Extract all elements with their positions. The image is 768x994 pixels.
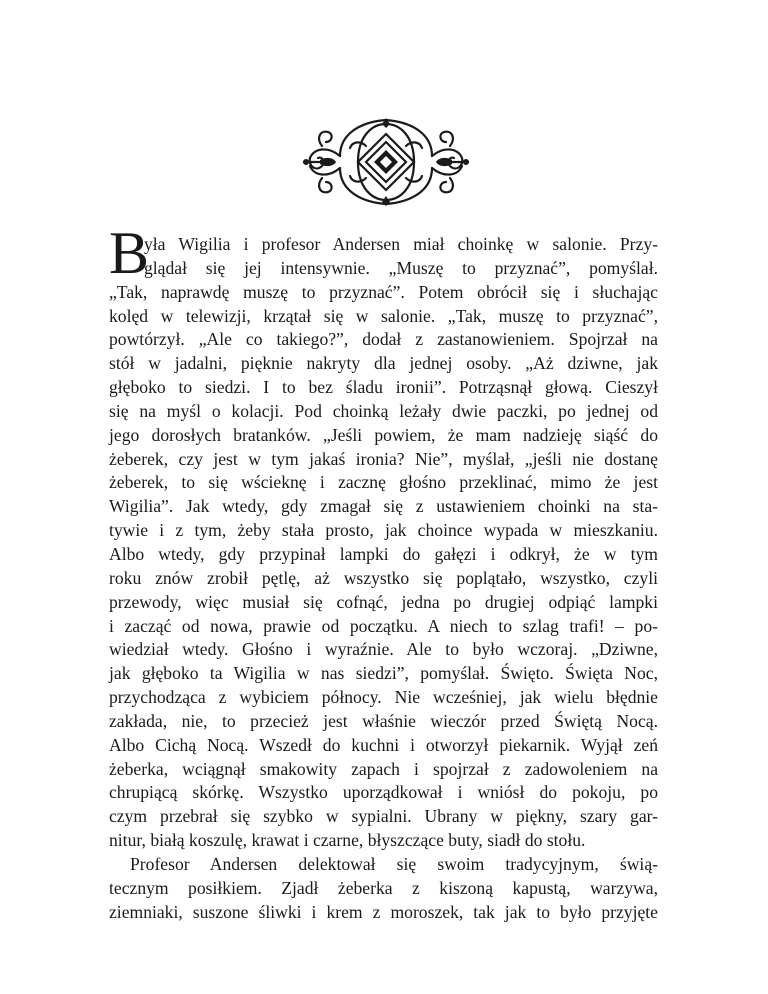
floral-ornament-icon: [300, 116, 472, 208]
text-line: przychodząca z wybiciem północy. Nie wcześniej, jak wielu błędnie: [109, 687, 658, 708]
text-line: roku znów zrobił pętlę, aż wszystko się poplątało, wszystko, czyli: [109, 567, 658, 588]
text-line: ziemniaki, suszone śliwki i krem z moroszek, tak jak to było przyjęte: [109, 901, 658, 922]
text-line: wiedział wtedy. Głośno i wyraźnie. Ale to było wczoraj. „Dziwne,: [109, 639, 658, 660]
text-line: czym przebrał się szybko w sypialni. Ubrany w piękny, szary gar-: [109, 806, 658, 827]
text-line: głęboko to siedzi. I to bez śladu ironii”. Potrząsnął głową. Cieszył: [109, 377, 658, 398]
text-line: zakłada, nie, to przecież jest właśnie wieczór przed Świętą Nocą.: [109, 710, 658, 731]
text-line: glądał się jej intensywnie. „Muszę to przyznać”, pomyślał.: [144, 257, 658, 278]
text-line: jak głęboko ta Wigilia w nas siedzi”, pomyślał. Święto. Święta Noc,: [109, 663, 658, 684]
text-line: yła Wigilia i profesor Andersen miał choinkę w salonie. Przy-: [144, 234, 658, 254]
text-line: Profesor Andersen delektował się swoim tradycyjnym, świą-: [130, 853, 658, 874]
text-line: kolęd w telewizji, krzątał się w salonie. „Tak, muszę to przyznać”,: [109, 305, 658, 326]
text-line: Albo wtedy, gdy przypinał lampki do gałęzi i odkrył, że w tym: [109, 543, 658, 564]
text-line: żeberek, czy jest w tym jakaś ironia? Nie”, myślał, „jeśli nie dostanę: [109, 448, 658, 469]
drop-cap-lines: [109, 233, 658, 281]
text-line: Wigilia”. Jak wtedy, gdy zmagał się z ustawieniem choinki na sta-: [109, 496, 658, 517]
body-text: [109, 233, 658, 924]
text-line: „Tak, naprawdę muszę to przyznać”. Potem obrócił się i słuchając: [109, 281, 658, 302]
text-line: się na myśl o kolacji. Pod choinką leżały dwie paczki, po jednej od: [109, 400, 658, 421]
text-line: przewody, więc musiał się cofnąć, jedna po drugiej odpiąć lampki: [109, 591, 658, 612]
text-line: żeberka, wciągnął smakowity zapach i spojrzał z zadowoleniem na: [109, 758, 658, 779]
text-line: żeberek, to się wścieknę i zacznę głośno przeklinać, mimo że jest: [109, 472, 658, 493]
text-line: i zacząć od nowa, prawie od początku. A niech to szlag trafi! – po-: [109, 615, 658, 636]
text-line: chrupiącą skórkę. Wszystko uporządkował i wniósł do pokoju, po: [109, 782, 658, 803]
text-line: jego dorosłych bratanków. „Jeśli powiem, że mam nadzieję siąść do: [109, 424, 658, 445]
text-line: powtórzył. „Ale co takiego?”, dodał z zastanowieniem. Spojrzał na: [109, 329, 658, 350]
text-line: Albo Cichą Nocą. Wszedł do kuchni i otworzył piekarnik. Wyjął zeń: [109, 734, 658, 755]
text-line: nitur, białą koszulę, krawat i czarne, błyszczące buty, siadł do stołu.: [109, 830, 586, 851]
text-line: tecznym posiłkiem. Zjadł żeberka z kiszoną kapustą, warzywa,: [109, 877, 658, 898]
text-line: tywie i z tym, żeby stała prosto, jak choince wypada w mieszkaniu.: [109, 520, 658, 541]
drop-cap-letter: B: [109, 220, 150, 286]
text-line: stół w jadalni, pięknie nakryty dla jednej osoby. „Aż dziwne, jak: [109, 353, 658, 374]
